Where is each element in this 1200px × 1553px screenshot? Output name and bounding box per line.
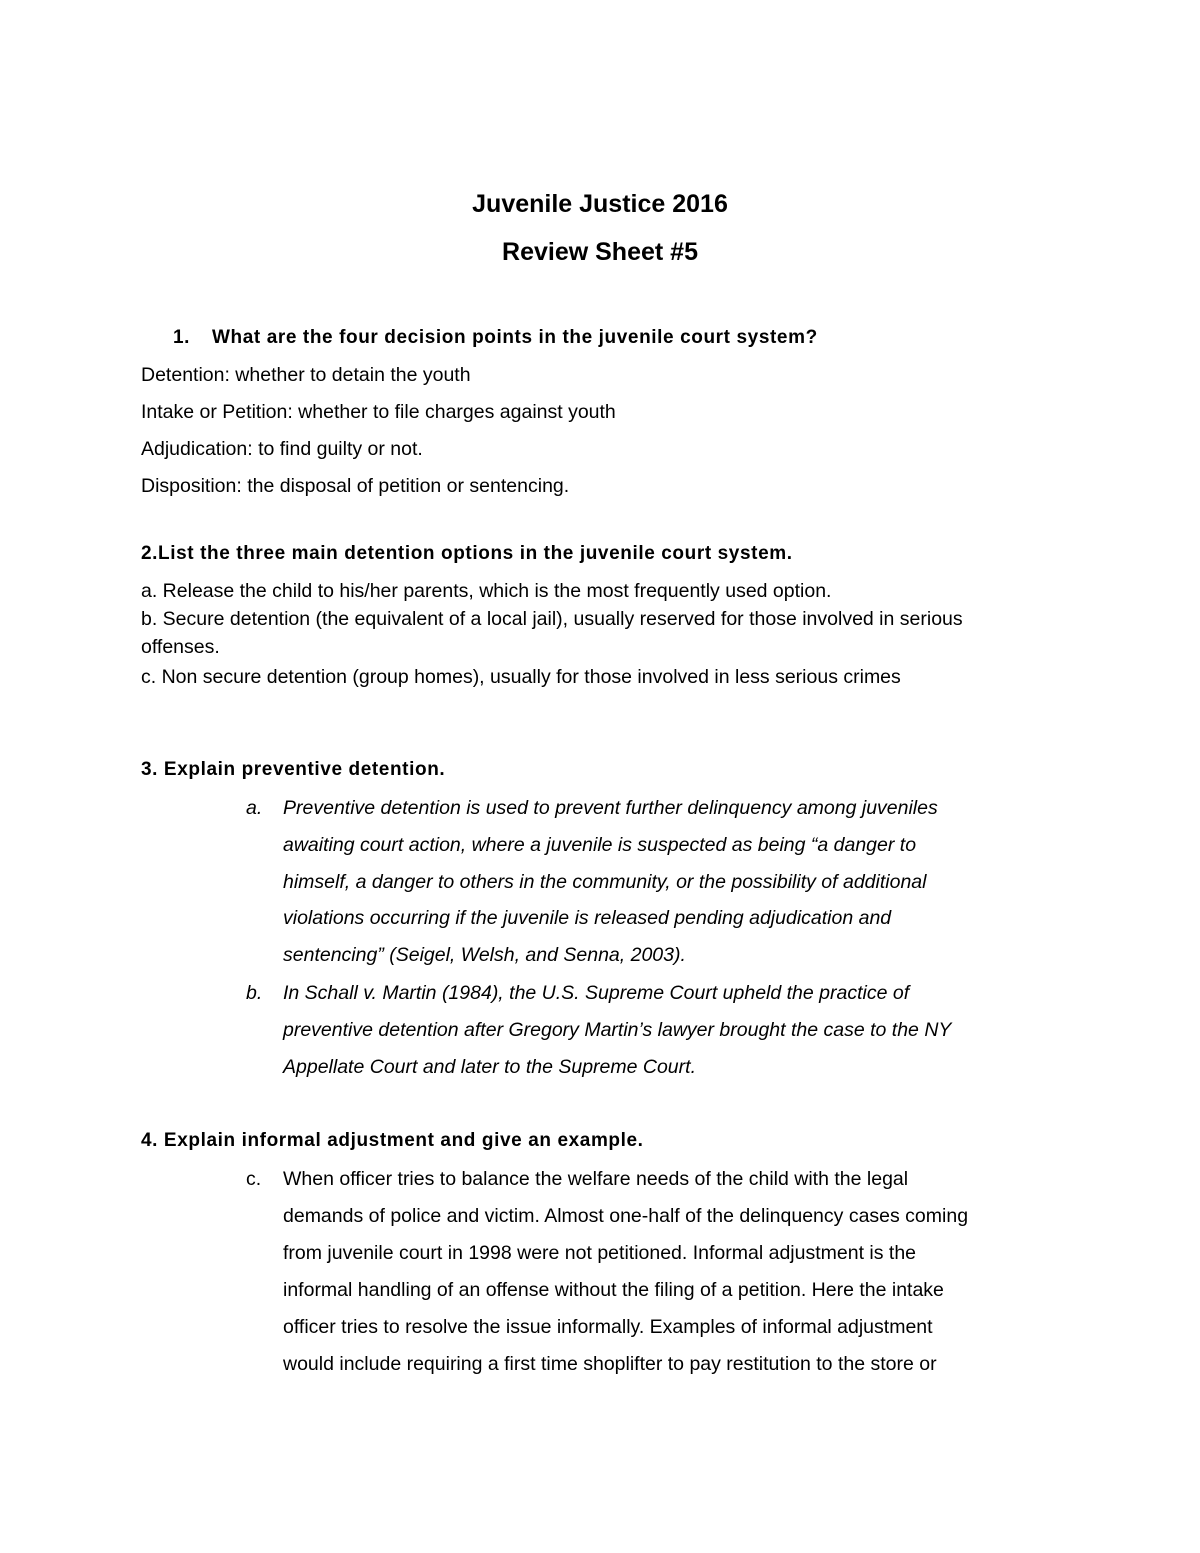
q2-line-b: b. Secure detention (the equivalent of a local jail), usually reserved for those involved in serious xyxy=(141,608,963,630)
q3-item-b-line: In Schall v. Martin (1984), the U.S. Supreme Court upheld the practice of xyxy=(283,982,910,1004)
q2-line-a: a. Release the child to his/her parents, which is the most frequently used option. xyxy=(141,580,832,602)
q3-item-a-line: sentencing” (Seigel, Welsh, and Senna, 2003). xyxy=(283,944,686,966)
q1-answer-adjudication: Adjudication: to find guilty or not. xyxy=(141,438,423,460)
q4-item-c-line: demands of police and victim. Almost one-half of the delinquency cases coming xyxy=(283,1205,969,1227)
q1-answer-intake: Intake or Petition: whether to file charges against youth xyxy=(141,401,616,423)
q4-item-c-line: officer tries to resolve the issue informally. Examples of informal adjustment xyxy=(283,1316,933,1338)
q3-item-a-line: violations occurring if the juvenile is released pending adjudication and xyxy=(283,907,892,929)
question-3-text: 3. Explain preventive detention. xyxy=(141,759,446,780)
q1-answer-detention: Detention: whether to detain the youth xyxy=(141,364,471,386)
question-1-text: What are the four decision points in the juvenile court system? xyxy=(212,327,818,348)
q2-line-b-cont: offenses. xyxy=(141,636,220,658)
document-title: Juvenile Justice 2016 xyxy=(472,190,728,218)
q4-item-c-line: would include requiring a first time shoplifter to pay restitution to the store or xyxy=(283,1353,937,1375)
q4-item-c-marker: c. xyxy=(246,1168,262,1190)
q1-answer-disposition: Disposition: the disposal of petition or sentencing. xyxy=(141,475,570,497)
question-2-text: 2.List the three main detention options in the juvenile court system. xyxy=(141,543,793,564)
q4-item-c-line: informal handling of an offense without the filing of a petition. Here the intake xyxy=(283,1279,944,1301)
document-subtitle: Review Sheet #5 xyxy=(502,238,698,266)
q3-item-a-line: awaiting court action, where a juvenile is suspected as being “a danger to xyxy=(283,834,917,856)
q3-item-a-line: himself, a danger to others in the community, or the possibility of additional xyxy=(283,871,927,893)
q3-item-a-marker: a. xyxy=(246,797,263,819)
q4-item-c-line: When officer tries to balance the welfare needs of the child with the legal xyxy=(283,1168,909,1190)
q3-item-a-line: Preventive detention is used to prevent further delinquency among juveniles xyxy=(283,797,938,819)
q3-item-b-line: preventive detention after Gregory Martin’s lawyer brought the case to the NY xyxy=(283,1019,952,1041)
q3-item-b-line: Appellate Court and later to the Supreme Court. xyxy=(283,1056,696,1078)
q4-item-c-line: from juvenile court in 1998 were not petitioned. Informal adjustment is the xyxy=(283,1242,917,1264)
question-4-text: 4. Explain informal adjustment and give an example. xyxy=(141,1130,644,1151)
q2-line-c: c. Non secure detention (group homes), usually for those involved in less serious crimes xyxy=(141,666,901,688)
question-1-number: 1. xyxy=(173,327,191,348)
q3-item-b-marker: b. xyxy=(246,982,263,1004)
